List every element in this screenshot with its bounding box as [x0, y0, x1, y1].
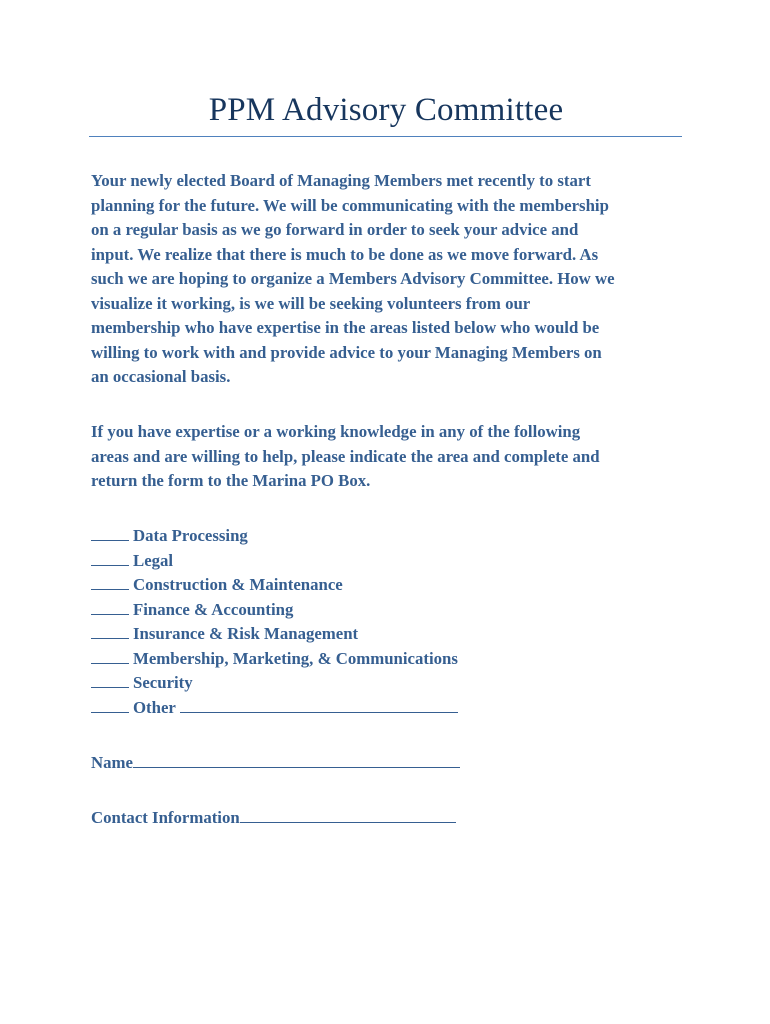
checkbox-blank[interactable] [91, 573, 129, 590]
contact-label: Contact Information [91, 808, 240, 827]
area-item-other [91, 696, 458, 721]
area-label: Insurance & Risk Management [133, 624, 359, 643]
intro-paragraph: Your newly elected Board of Managing Members met recently to start planning for the future. We will be communicating with the membership on a regular basis as we go forward in order to seek your advice and input. We realize that there is much to be done as we move forward. As such we are hoping to organize a Members Advisory Committee. How we visualize it working, is we will be seeking volunteers from our membership who have expertise in the areas listed below who would be willing to work with and provide advice to your Managing Members on an occasional basis. [91, 171, 615, 386]
checkbox-blank[interactable] [91, 549, 129, 566]
checkbox-blank[interactable] [91, 524, 129, 541]
area-item-finance [91, 598, 458, 623]
area-label: Security [133, 673, 193, 692]
area-label: Construction & Maintenance [133, 575, 343, 594]
area-label: Data Processing [133, 526, 248, 545]
checkbox-blank[interactable] [91, 598, 129, 615]
checkbox-blank[interactable] [91, 696, 129, 713]
area-item-security [91, 671, 458, 696]
checkbox-blank[interactable] [91, 622, 129, 639]
area-label: Membership, Marketing, & Communications [133, 648, 458, 668]
area-item-construction [91, 573, 458, 598]
name-label: Name [91, 753, 133, 772]
area-item-membership [91, 647, 458, 672]
area-item-data-processing [91, 524, 458, 549]
area-label: Other [133, 697, 176, 717]
area-label: Finance & Accounting [133, 599, 294, 619]
contact-field[interactable] [240, 806, 456, 823]
area-label: Legal [133, 550, 174, 570]
checkbox-blank[interactable] [91, 647, 129, 664]
expertise-area-list [91, 524, 458, 720]
name-row [91, 751, 460, 776]
other-specify-field[interactable] [180, 696, 458, 713]
page-title: PPM Advisory Committee [208, 92, 564, 128]
area-item-legal [91, 549, 458, 574]
checkbox-blank[interactable] [91, 671, 129, 688]
contact-row [91, 806, 456, 831]
instructions-paragraph: If you have expertise or a working knowledge in any of the following areas and are willing to help, please indicate the area and complete and return the form to the Marina PO Box. [91, 422, 600, 490]
area-item-insurance [91, 622, 458, 647]
title-divider [89, 136, 682, 137]
name-field[interactable] [133, 751, 460, 768]
